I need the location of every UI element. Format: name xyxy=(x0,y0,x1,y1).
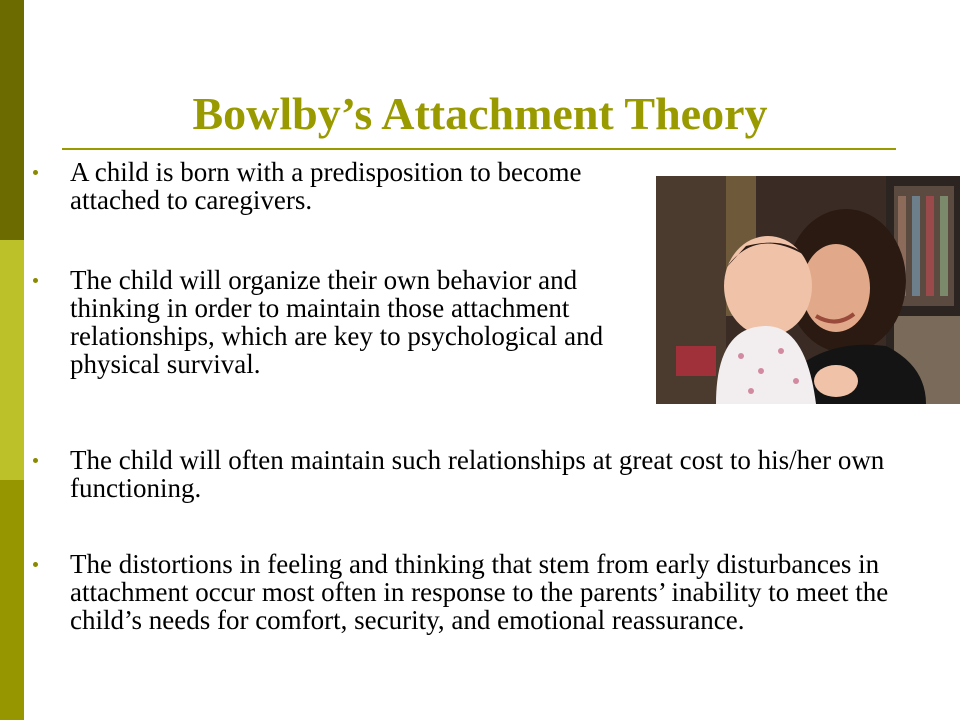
title-divider xyxy=(62,148,896,150)
side-stripe-bottom xyxy=(0,480,24,720)
slide-title: Bowlby’s Attachment Theory xyxy=(192,88,768,139)
bullet-item: A child is born with a predisposition to become attached to caregivers. xyxy=(70,158,590,214)
bullet-item: The distortions in feeling and thinking that stem from early disturbances in attachment occur most often in response to the parents’ inability to meet the child’s needs for comfort, security, and emotional reassurance. xyxy=(70,550,920,634)
photo-illustration xyxy=(656,176,960,404)
bullet-item: The child will organize their own behavior and thinking in order to maintain those attachment relationships, which are key to psychological and physical survival. xyxy=(70,266,630,378)
bullet-item: The child will often maintain such relationships at great cost to his/her own functioning. xyxy=(70,446,910,502)
side-stripe-middle xyxy=(0,240,24,480)
mother-child-photo xyxy=(656,176,960,404)
